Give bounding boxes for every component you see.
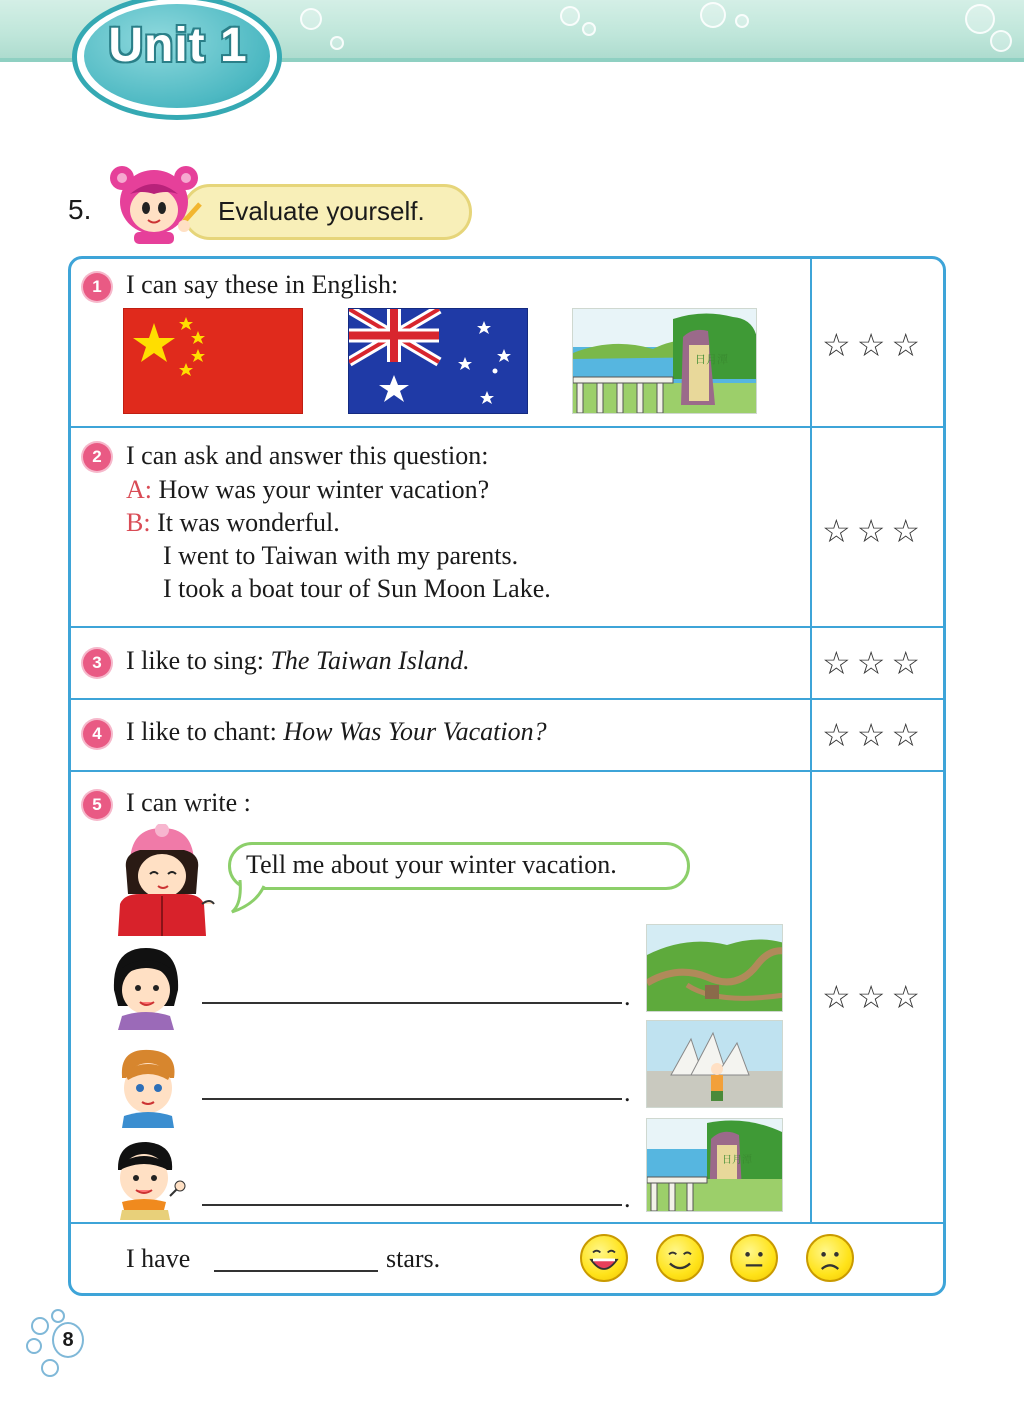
write-blank-1[interactable] xyxy=(202,1002,622,1004)
row-divider xyxy=(68,1222,946,1224)
row-5-text: I can write : xyxy=(126,788,251,817)
row-divider xyxy=(68,770,946,772)
stars-rating-2[interactable]: ☆☆☆ xyxy=(822,513,927,549)
dialogue-line-2: B: It was wonderful. xyxy=(126,508,340,537)
dialogue-line-1: A: How was your winter vacation? xyxy=(126,475,490,504)
sun-moon-lake-image xyxy=(572,308,757,414)
australia-flag-image xyxy=(348,308,528,414)
china-flag-image xyxy=(123,308,303,414)
row-number-1: 1 xyxy=(83,273,111,301)
row-divider xyxy=(68,426,946,428)
laughing-face-icon[interactable] xyxy=(580,1234,628,1282)
row-number-2: 2 xyxy=(83,443,111,471)
row-3-text: I like to sing: The Taiwan Island. xyxy=(126,646,470,675)
boy-avatar-icon xyxy=(112,1046,184,1128)
scene-sign-text-small: 日月潭 xyxy=(722,1155,752,1166)
stars-rating-4[interactable]: ☆☆☆ xyxy=(822,717,927,753)
row-4-text: I like to chant: How Was Your Vacation? xyxy=(126,717,547,746)
dialogue-line-3: I went to Taiwan with my parents. xyxy=(163,541,519,570)
speaker-a: A: xyxy=(126,475,152,504)
dialogue-line-4: I took a boat tour of Sun Moon Lake. xyxy=(163,574,551,603)
girl-avatar-icon xyxy=(108,946,184,1030)
row-divider xyxy=(68,626,946,628)
unit-title: Unit 1 xyxy=(108,19,248,72)
section-number: 5. xyxy=(68,194,92,225)
page-number: 8 xyxy=(52,1322,84,1358)
neutral-face-icon[interactable] xyxy=(730,1234,778,1282)
chant-title: How Was Your Vacation? xyxy=(283,717,547,746)
great-wall-image xyxy=(646,924,783,1012)
row-number-3: 3 xyxy=(83,649,111,677)
write-blank-3[interactable] xyxy=(202,1204,622,1206)
speech-text: Tell me about your winter vacation. xyxy=(246,850,617,879)
scene-sign-text: 日月潭 xyxy=(695,354,728,366)
stars-rating-3[interactable]: ☆☆☆ xyxy=(822,645,927,681)
stars-rating-1[interactable]: ☆☆☆ xyxy=(822,327,927,363)
stars-total-blank[interactable] xyxy=(214,1270,378,1272)
row-number-4: 4 xyxy=(83,720,111,748)
speaker-b: B: xyxy=(126,508,151,537)
row-2-text: I can ask and answer this question: xyxy=(126,441,489,470)
girl-winter-coat-icon xyxy=(110,824,220,936)
unit-badge xyxy=(72,0,282,120)
stars-rating-5[interactable]: ☆☆☆ xyxy=(822,979,927,1015)
sad-face-icon[interactable] xyxy=(806,1234,854,1282)
song-title: The Taiwan Island. xyxy=(270,646,470,675)
stars-total-suffix: stars. xyxy=(386,1244,441,1273)
stars-total-prefix: I have xyxy=(126,1244,191,1273)
speech-bubble-tail xyxy=(230,880,280,914)
smiling-face-icon[interactable] xyxy=(656,1234,704,1282)
row-number-5: 5 xyxy=(83,791,111,819)
write-blank-2[interactable] xyxy=(202,1098,622,1100)
row-1-text: I can say these in English: xyxy=(126,270,399,299)
sydney-opera-house-image xyxy=(646,1020,783,1108)
mascot-girl-icon xyxy=(104,160,204,246)
boy-scarf-avatar-icon xyxy=(108,1140,188,1220)
stars-column-divider xyxy=(810,258,812,1224)
section-title: Evaluate yourself. xyxy=(218,196,425,226)
row-divider xyxy=(68,698,946,700)
sun-moon-lake-small-image xyxy=(646,1118,783,1212)
